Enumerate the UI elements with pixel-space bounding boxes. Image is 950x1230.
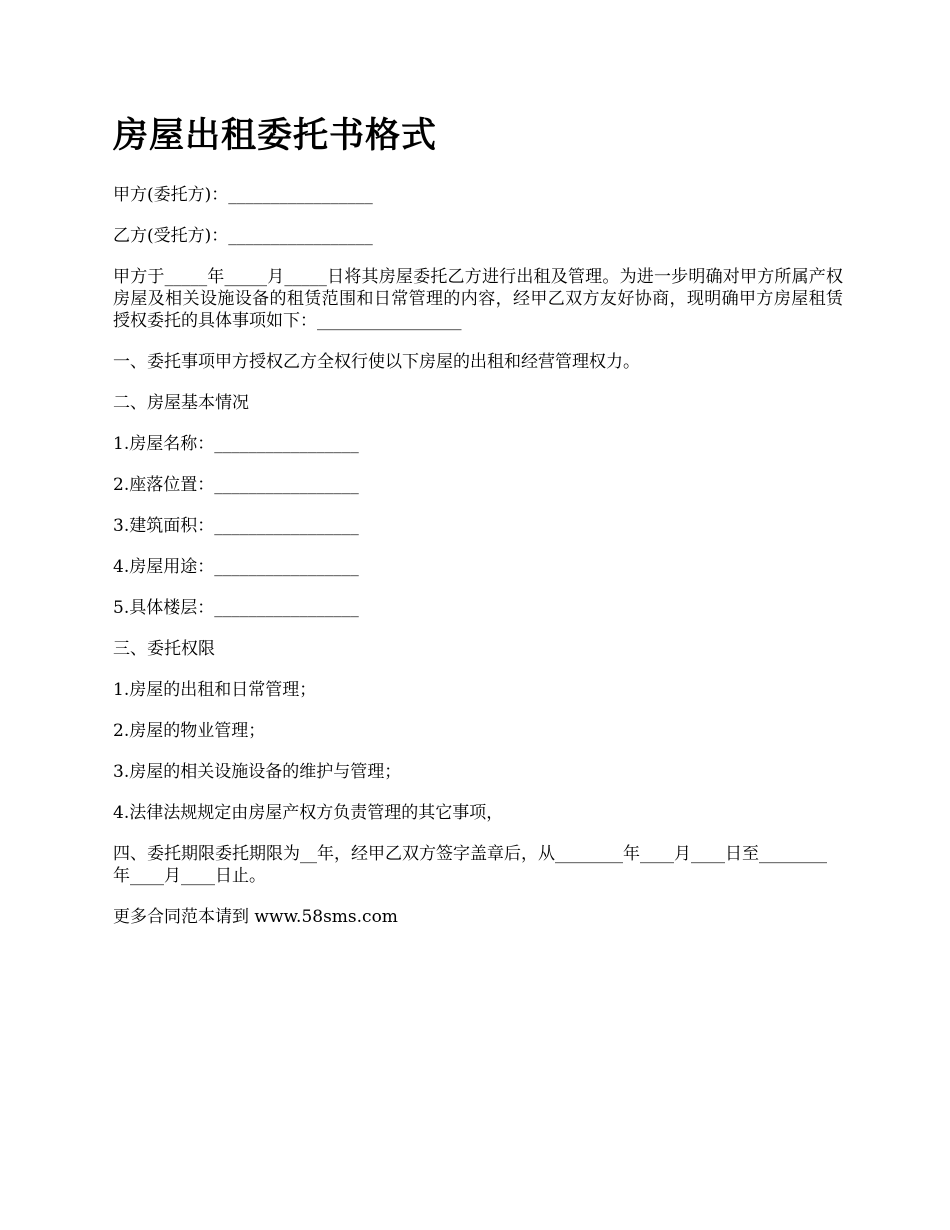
property-location-line: 2.座落位置：_________________ bbox=[113, 475, 359, 495]
section-2-heading: 二、房屋基本情况 bbox=[113, 393, 249, 413]
property-area-line: 3.建筑面积：_________________ bbox=[113, 516, 359, 536]
document-title: 房屋出租委托书格式 bbox=[113, 115, 438, 156]
authority-item-4: 4.法律法规规定由房屋产权方负责管理的其它事项， bbox=[113, 803, 504, 823]
authority-item-1: 1.房屋的出租和日常管理； bbox=[113, 680, 317, 700]
section-3-heading: 三、委托权限 bbox=[113, 639, 215, 659]
authority-item-3: 3.房屋的相关设施设备的维护与管理； bbox=[113, 762, 402, 782]
section-4-term: 四、委托期限委托期限为__年，经甲乙双方签字盖章后，从________年____月____日至________年____月____日止。 bbox=[113, 844, 827, 886]
authority-item-2: 2.房屋的物业管理； bbox=[113, 721, 266, 741]
party-b-line: 乙方(受托方)：_________________ bbox=[113, 226, 373, 246]
party-a-line: 甲方(委托方)：_________________ bbox=[113, 185, 373, 205]
intro-paragraph: 甲方于_____年_____月_____日将其房屋委托乙方进行出租及管理。为进一步明确对甲方所属产权房屋及相关设施设备的租赁范围和日常管理的内容，经甲乙双方友好协商，现明确甲方房屋租赁授权委托的具体事项如下：_________________ bbox=[113, 267, 843, 331]
section-1-heading: 一、委托事项甲方授权乙方全权行使以下房屋的出租和经营管理权力。 bbox=[113, 352, 640, 372]
property-floor-line: 5.具体楼层：_________________ bbox=[113, 598, 359, 618]
document-page bbox=[113, 110, 843, 947]
property-name-line: 1.房屋名称：_________________ bbox=[113, 434, 359, 454]
footer-note: 更多合同范本请到 www.58sms.com bbox=[113, 907, 398, 927]
property-use-line: 4.房屋用途：_________________ bbox=[113, 557, 359, 577]
